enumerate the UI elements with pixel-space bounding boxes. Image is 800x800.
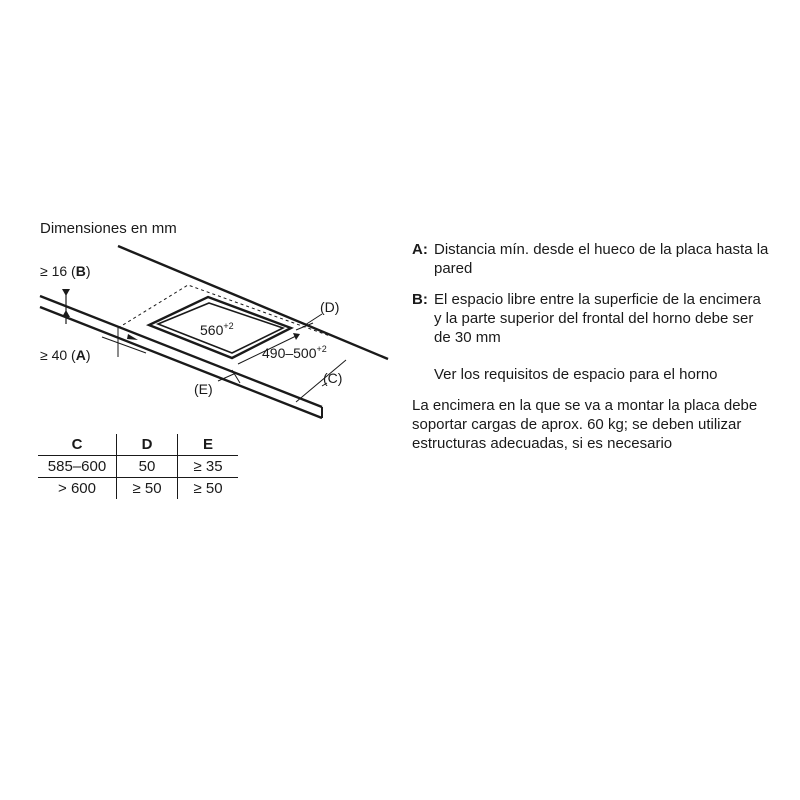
dim-c-label: (C) [323,370,343,386]
note-load-capacity: La encimera en la que se va a montar la placa debe soportar cargas de aprox. 60 kg; se deben utilizar estructuras adecuadas, si es necesario [412,397,758,452]
table-cell: ≥ 50 [117,478,178,500]
dim-b-arrow-head-bottom [62,310,70,317]
table-row [38,478,238,500]
dim-b-arrow-head-top [62,289,70,296]
dim-d-label: (D) [320,299,340,315]
table-header-row [38,434,238,456]
note-b [412,290,772,347]
table-cell: > 600 [58,480,96,497]
table-header-c: C [38,434,117,456]
table-header-d: D [117,434,178,456]
dim-width-value: $560^{+2}$ [200,321,234,338]
note-a-text: Distancia mín. desde el hueco de la placa hasta la pared [434,241,769,277]
dim-a-label: ≥ 40 (A) [40,347,91,363]
table-row [38,456,238,478]
table-cell: ≥ 50 [178,478,239,500]
dim-d-leader [305,314,322,325]
table-cell: 50 [117,456,178,478]
clearance-table-wrapper [38,434,238,499]
note-b-key: B: [412,291,428,308]
table-cell: ≥ 35 [178,456,239,478]
legend-notes [412,240,772,453]
note-a [412,240,772,278]
diagram-heading: Dimensiones en mm [40,220,177,237]
note-oven-requirements: Ver los requisitos de espacio para el horno [434,366,718,383]
clearance-table [38,434,238,499]
table-header-e: E [178,434,239,456]
table-cell: 585–600 [38,456,117,478]
note-b-text: El espacio libre entre la superficie de la encimera y la parte superior del frontal del horno debe ser de 30 mm [434,291,761,346]
note-a-key: A: [412,241,428,258]
dim-depth-value: $490-500^{+2}$ [262,344,327,361]
dim-e-label: (E) [194,381,213,397]
dim-b-label: ≥ 16 (B) [40,263,91,279]
